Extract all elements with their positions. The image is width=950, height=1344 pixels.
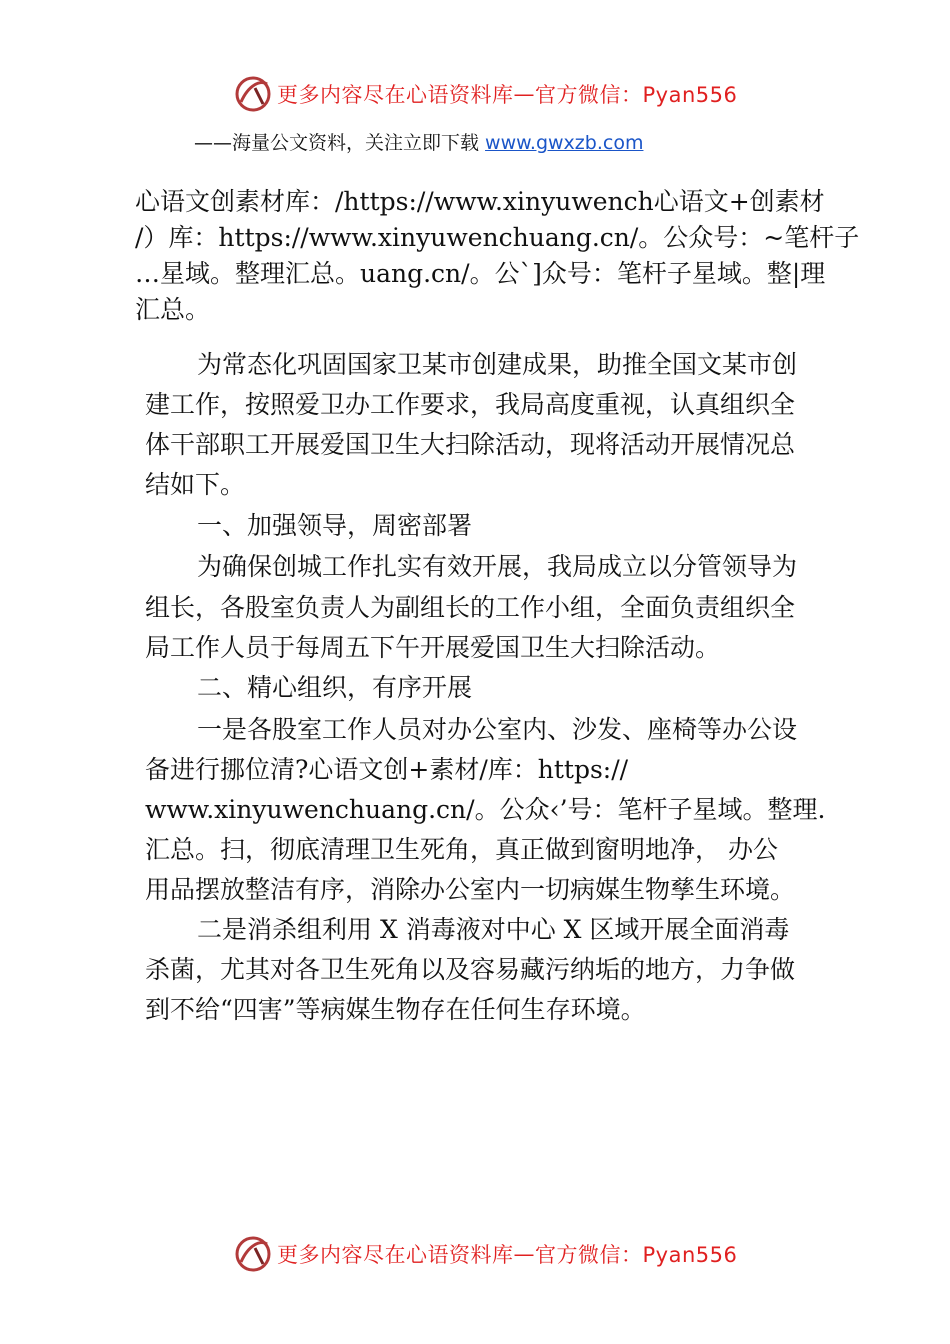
subtitle-prefix: ——海量公文资料，关注立即下载 bbox=[194, 132, 486, 154]
download-link[interactable]: www.gwxzb.com bbox=[485, 132, 644, 154]
body-line: 到不给“四害”等病媒生物存在任何生存环境。 bbox=[145, 995, 646, 1024]
body-line: 一是各股室工作人员对办公室内、沙发、座椅等办公设 bbox=[197, 715, 798, 744]
body-line: 杀菌，尤其对各卫生死角以及容易藏污纳垢的地方，力争做 bbox=[145, 955, 796, 984]
body-line: 二是消杀组利用 X 消毒液对中心 X 区域开展全面消毒 bbox=[197, 915, 790, 944]
banner-title: 更多内容尽在心语资料库 bbox=[277, 1243, 514, 1267]
intro-line: 心语文创素材库：/https://www.xinyuwench心语文+创素材 bbox=[135, 187, 825, 216]
body-line: 为常态化巩固国家卫某市创建成果，助推全国文某市创 bbox=[197, 350, 798, 379]
body-line: 结如下。 bbox=[145, 470, 246, 499]
banner-contact: 官方微信：Pyan556 bbox=[535, 83, 738, 107]
footer-banner bbox=[233, 1232, 738, 1276]
body-line: 局工作人员于每周五下午开展爱国卫生大扫除活动。 bbox=[145, 633, 721, 662]
intro-paragraph bbox=[135, 184, 860, 328]
section-heading: 二、精心组织，有序开展 bbox=[197, 673, 473, 702]
logo-icon bbox=[233, 74, 273, 114]
banner-separator: — bbox=[513, 1242, 535, 1266]
body-line: 体干部职工开展爱国卫生大扫除活动，现将活动开展情况总 bbox=[145, 430, 796, 459]
header-banner bbox=[233, 72, 738, 116]
intro-line: /）库：https://www.xinyuwenchuang.cn/。公众号：~笔杆子 bbox=[135, 223, 860, 252]
banner-title: 更多内容尽在心语资料库 bbox=[277, 83, 514, 107]
body-line: 组长，各股室负责人为副组长的工作小组，全面负责组织全 bbox=[145, 593, 796, 622]
logo-icon bbox=[233, 1234, 273, 1274]
body-line: 为确保创城工作扎实有效开展，我局成立以分管领导为 bbox=[197, 552, 798, 581]
intro-line: 汇总。 bbox=[135, 295, 211, 324]
body-line: 建工作，按照爱卫办工作要求，我局高度重视，认真组织全 bbox=[145, 390, 796, 419]
body-line: 用品摆放整洁有序，消除办公室内一切病媒生物孳生环境。 bbox=[145, 875, 796, 904]
body-line: www.xinyuwenchuang.cn/。公众‹’号：笔杆子星域。整理. bbox=[145, 795, 826, 824]
section-heading: 一、加强领导，周密部署 bbox=[197, 511, 473, 540]
intro-line: …星域。整理汇总。uang.cn/。公`]众号：笔杆子星域。整|理 bbox=[135, 259, 826, 288]
subtitle-line bbox=[194, 128, 643, 155]
body-line: 备进行挪位清?心语文创+素材/库：https:// bbox=[145, 755, 629, 784]
banner-separator: — bbox=[513, 82, 535, 106]
banner-contact: 官方微信：Pyan556 bbox=[535, 1243, 738, 1267]
body-line: 汇总。扫，彻底清理卫生死角，真正做到窗明地净， 办公 bbox=[145, 835, 778, 864]
